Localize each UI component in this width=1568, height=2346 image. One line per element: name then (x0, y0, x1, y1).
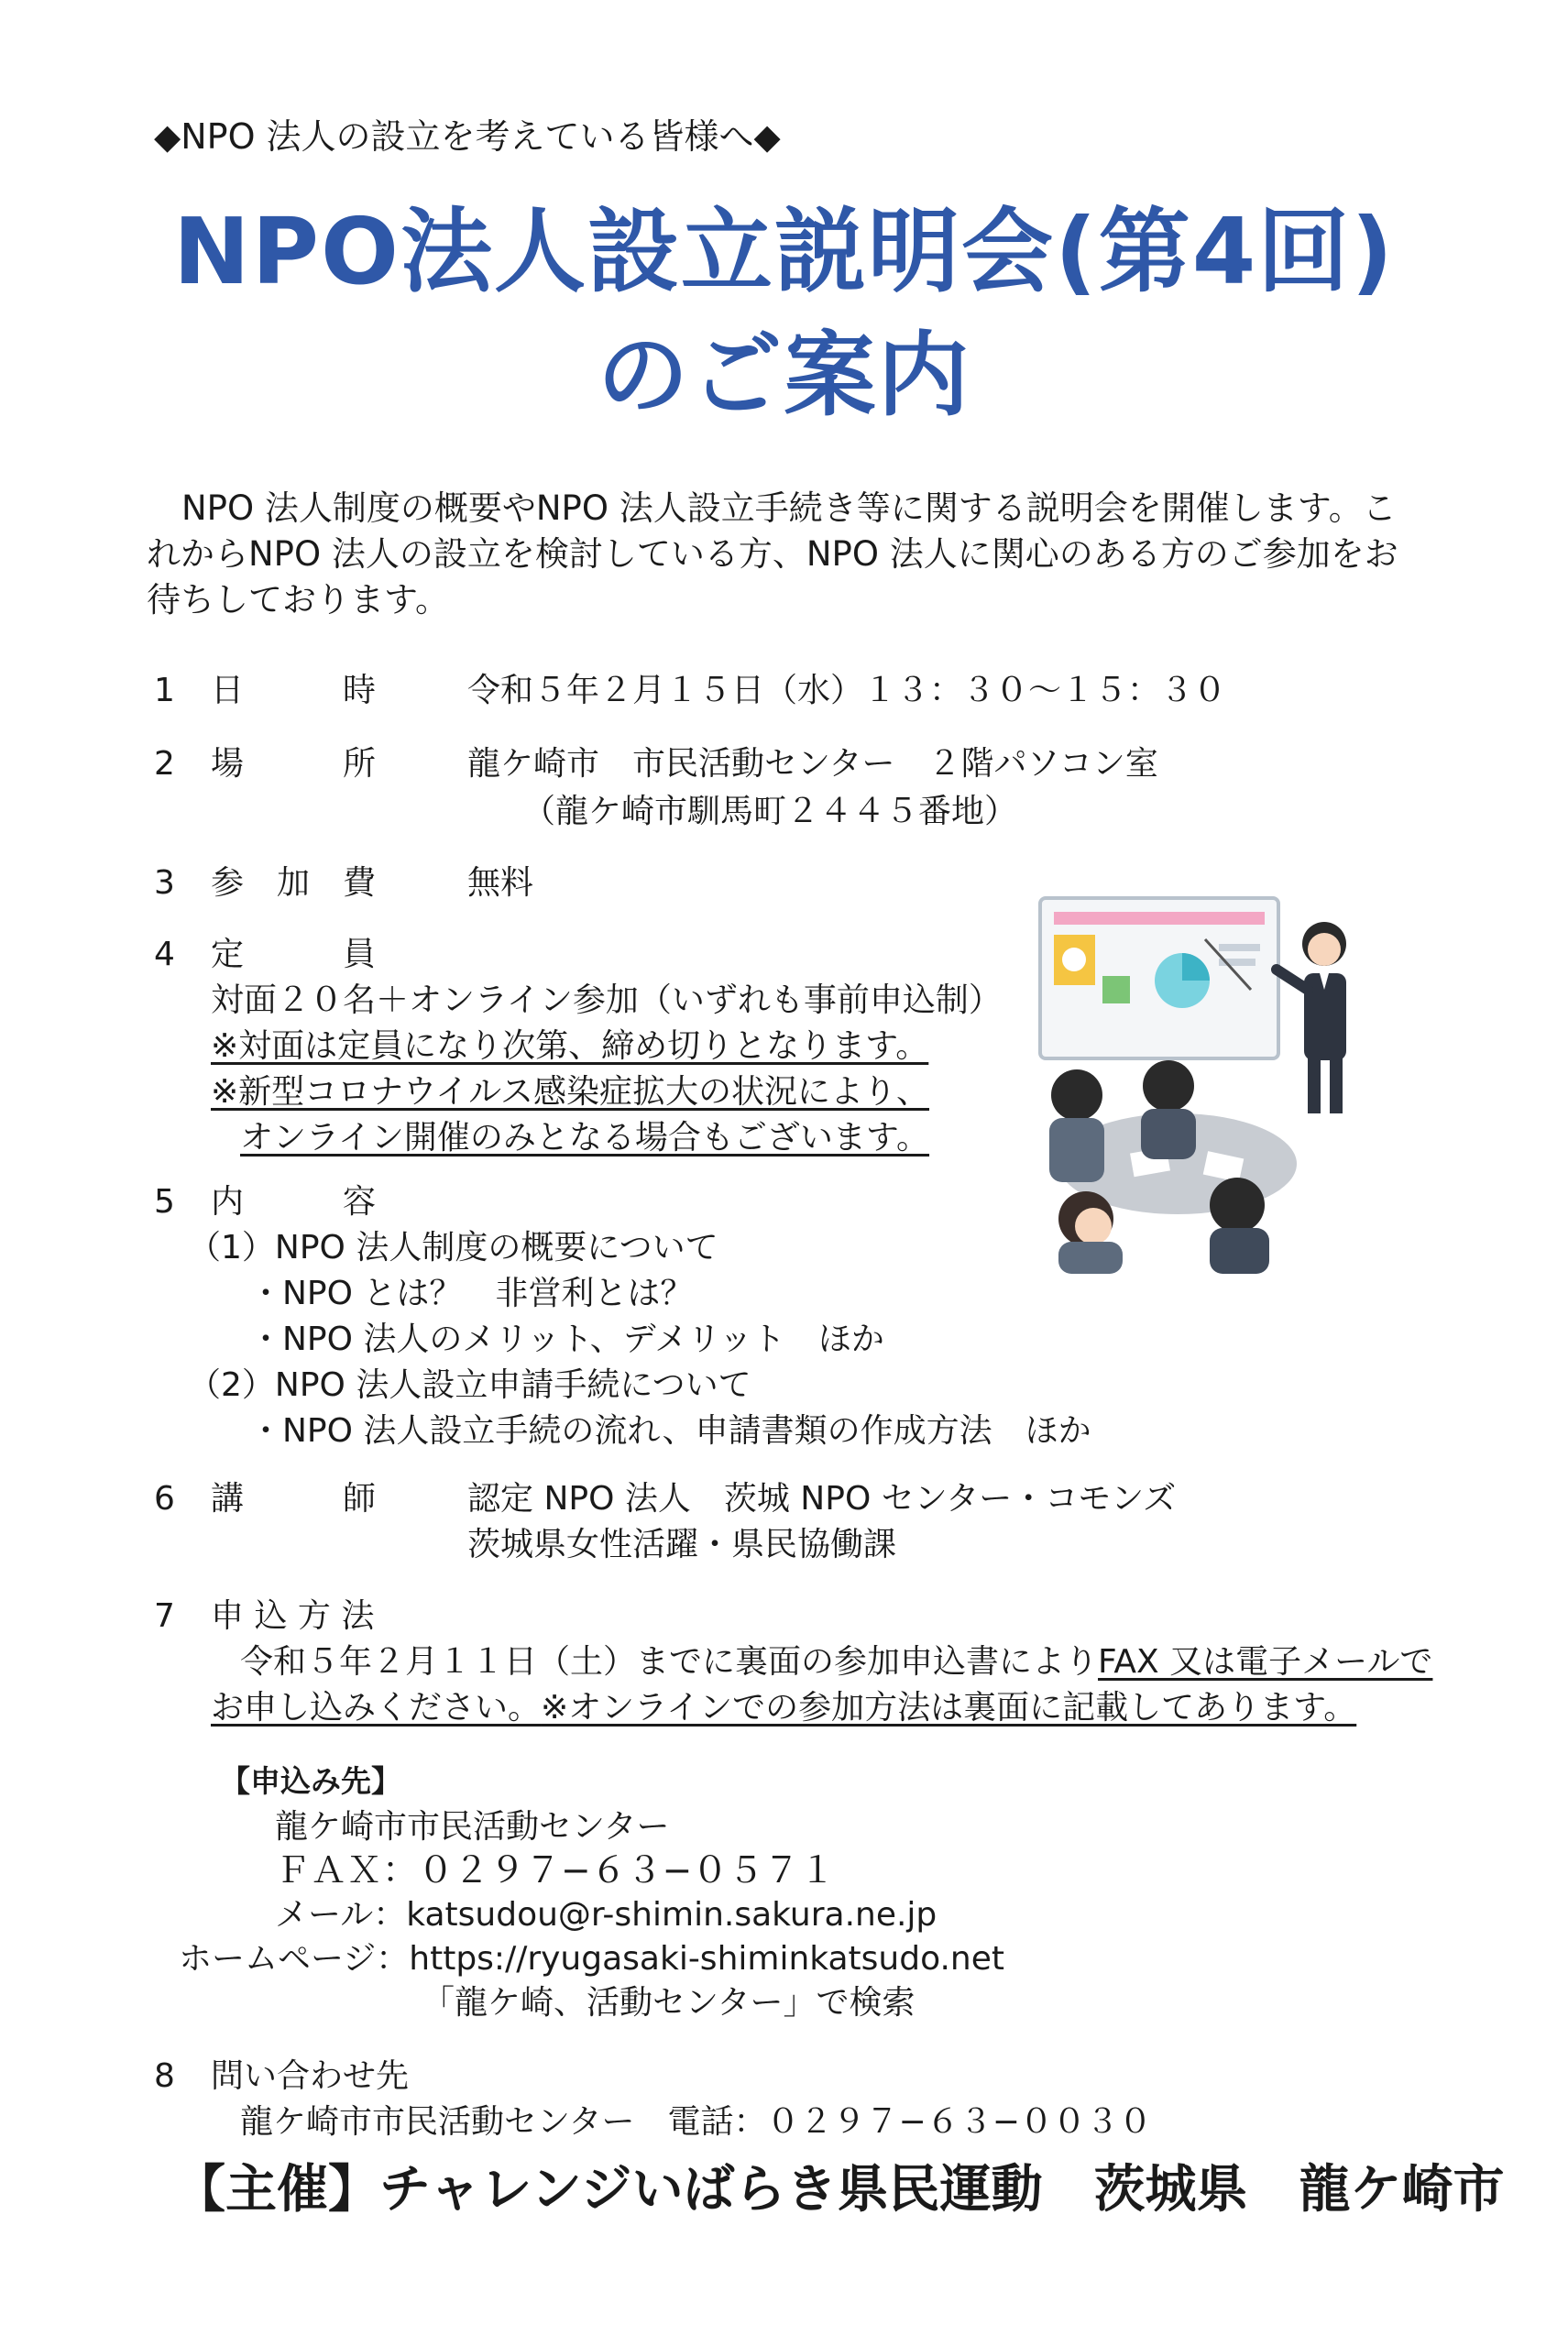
presentation-illustration (1022, 889, 1388, 1274)
section-4-label: 定 員 (211, 936, 377, 973)
section-2-address: （龍ケ崎市馴馬町２４４５番地） (522, 793, 1018, 830)
section-6-line-1: 認定 NPO 法人 茨城 NPO センター・コモンズ (467, 1480, 1177, 1518)
section-5-item-4: （2）NPO 法人設立申請手続について (188, 1366, 751, 1404)
section-3-number: 3 (154, 864, 175, 902)
audience-head-1 (1051, 1069, 1102, 1121)
title-line-2: のご案内 (597, 322, 971, 429)
section-7-line-2b: ※オンラインでの参加方法は裏面に記載してあります。 (541, 1689, 1357, 1727)
section-7-line-2 (211, 1686, 1356, 1730)
section-1-value: 令和５年２月１５日（水）１３：３０〜１５：３０ (467, 672, 1227, 709)
section-1-label: 日 時 (211, 672, 377, 709)
section-1-number: 1 (154, 672, 175, 709)
section-2-label: 場 所 (211, 745, 377, 783)
dest-search: 「龍ケ崎、活動センター」で検索 (422, 1984, 916, 2022)
section-7-line-1 (240, 1640, 1432, 1684)
section-5-number: 5 (154, 1183, 175, 1221)
title-line-1: NPO法人設立説明会(第4回) (173, 198, 1395, 305)
audience-head-2 (1143, 1060, 1194, 1112)
section-5-item-2: ・NPO とは？ 非営利とは？ (249, 1275, 694, 1312)
dest-mail: メール：katsudou@r-shimin.sakura.ne.jp (275, 1896, 938, 1934)
section-5-label: 内 容 (211, 1183, 377, 1221)
dest-name: 龍ケ崎市市民活動センター (275, 1808, 670, 1846)
tagline: ◆NPO 法人の設立を考えている皆様へ◆ (154, 116, 781, 157)
section-3-value: 無料 (467, 864, 534, 902)
section-2-number: 2 (154, 745, 175, 783)
section-4-line-4: オンライン開催のみとなる場合もございます。 (240, 1119, 930, 1157)
section-4-number: 4 (154, 936, 175, 973)
intro-paragraph: NPO 法人制度の概要やNPO 法人設立手続き等に関する説明会を開催します。これからNPO 法人の設立を検討している方、NPO 法人に関心のある方のご参加をお待ちしております。 (147, 488, 1398, 619)
section-2-value: 龍ケ崎市 市民活動センター ２階パソコン室 (467, 745, 1158, 783)
section-7-line-1b: FAX 又は電子メールで (1098, 1643, 1433, 1681)
section-8-label: 問い合わせ先 (211, 2057, 410, 2095)
section-8-value: 龍ケ崎市市民活動センター 電話：０２９７−６３−００３０ (240, 2103, 1152, 2141)
section-4-line-2: ※対面は定員になり次第、締め切りとなります。 (211, 1027, 929, 1065)
section-6-label: 講 師 (211, 1480, 377, 1518)
section-8-number: 8 (154, 2057, 175, 2095)
dest-heading: 【申込み先】 (220, 1763, 401, 1799)
section-6-line-2: 茨城県女性活躍・県民協働課 (467, 1526, 897, 1563)
section-7-line-2a: お申し込みください。 (211, 1689, 542, 1727)
section-7-line-1a: 令和５年２月１１日（土）までに裏面の参加申込書により (240, 1643, 1099, 1681)
section-7-number: 7 (154, 1597, 175, 1635)
audience-head-4 (1210, 1178, 1265, 1233)
section-3-label: 参 加 費 (211, 864, 377, 902)
section-6-number: 6 (154, 1480, 175, 1518)
section-5-item-1: （1）NPO 法人制度の概要について (188, 1229, 718, 1266)
section-4-line-3: ※新型コロナウイルス感染症拡大の状況により、 (211, 1073, 930, 1111)
section-5-item-5: ・NPO 法人設立手続の流れ、申請書類の作成方法 ほか (249, 1412, 1091, 1450)
footer-organizers: 【主催】チャレンジいばらき県民運動 茨城県 龍ケ崎市 (174, 2160, 1505, 2220)
section-5-item-3: ・NPO 法人のメリット、デメリット ほか (249, 1321, 884, 1358)
dest-web: ホームページ：https://ryugasaki-shiminkatsudo.net (179, 1940, 1005, 1978)
dest-fax: ＦＡＸ：０２９７−６３−０５７１ (275, 1850, 836, 1891)
section-7-label: 申 込 方 法 (211, 1597, 375, 1635)
section-4-line-1: 対面２０名＋オンライン参加（いずれも事前申込制） (211, 981, 1002, 1019)
